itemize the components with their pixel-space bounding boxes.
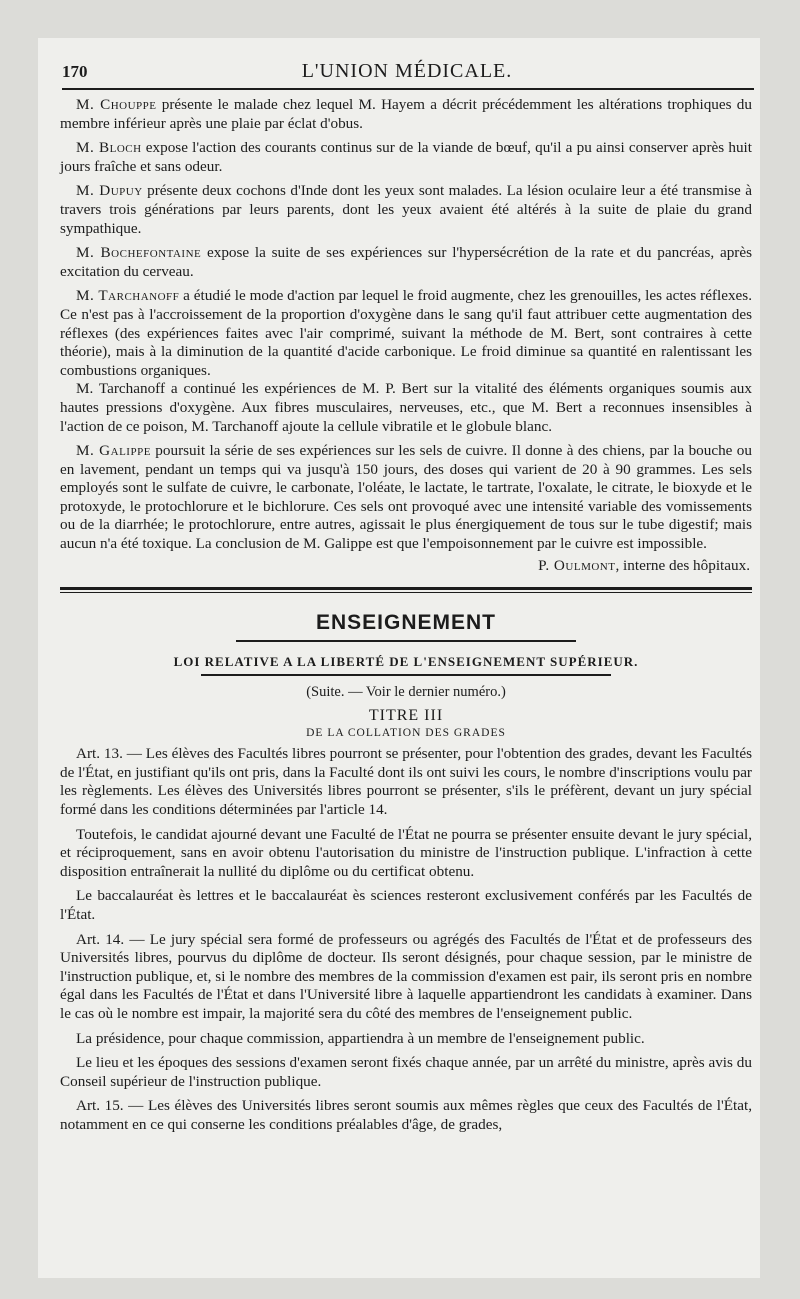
paragraph-text: expose l'action des courants continus sur de la viande de bœuf, qu'il a pu ainsi conserver après huit jours fraîche et sans odeur. [60, 139, 752, 175]
article-13-para-2: Toutefois, le candidat ajourné devant une Faculté de l'État ne pourra se présenter ensuite devant le jury spécial, et réciproquement, sans en avoir obtenu l'autorisation du ministre de l'instruction publique. L'infraction à cette disposition entraînerait la nullité du diplôme ou du certificat obtenu. [60, 825, 752, 880]
speaker-name: M. Bloch [76, 139, 142, 157]
speaker-name: M. Galippe [76, 442, 151, 460]
article-15: Art. 15. — Les élèves des Universités libres seront soumis aux mêmes règles que ceux des Facultés de l'État, notamment en ce qui conserne les conditions préalables d'âge, de grades, [60, 1097, 752, 1133]
running-head: L'UNION MÉDICALE. [301, 60, 513, 82]
speaker-name: M. Dupuy [76, 182, 143, 200]
speaker-name: M. Tarchanoff [76, 287, 180, 305]
paragraph-galippe [60, 442, 752, 554]
paragraph-text: a étudié le mode d'action par lequel le froid augmente, chez les grenouilles, les actes réflexes. Ce n'est pas à l'accroissement de la proportion d'oxygène dans le sang qu'il faut attribuer cette augmentation des réflexes (des expériences faites avec l'air comprimé, suivant la méthode de M. Bert, sont contraires à cette théorie), mais à la diminution de la quantité d'acide carbonique. Le froid diminue sa quantité en ralentissant les combustions organiques. [60, 287, 752, 379]
page-header [62, 58, 752, 88]
article-body [60, 96, 752, 1135]
paragraph-text: expose la suite de ses expériences sur l'hypersécrétion de la rate et du pancréas, après excitation du cerveau. [60, 244, 752, 280]
article-13-para-3: Le baccalauréat ès lettres et le baccalauréat ès sciences resteront exclusivement conférés par les Facultés de l'État. [60, 887, 752, 923]
article-14-para-2: La présidence, pour chaque commission, appartiendra à un membre de l'enseignement public. [76, 1029, 645, 1047]
signature [60, 557, 752, 576]
section-title-rule [236, 640, 576, 642]
page-number: 170 [62, 62, 88, 81]
paragraph-dupuy [60, 182, 752, 238]
section-rule-top [60, 579, 752, 590]
titre-subheading: DE LA COLLATION DES GRADES [306, 727, 506, 740]
continuation-note: (Suite. — Voir le dernier numéro.) [306, 684, 506, 701]
paragraph-text: M. Tarchanoff a continué les expériences de M. P. Bert sur la vitalité des éléments organiques soumis aux hautes pressions d'oxygène. Aux fibres musculaires, nerveuses, etc., que M. Bert a reconnues insensibles à l'action de ce poison, M. Tarchanoff ajoute la cellule vibratile et le globule blanc. [60, 380, 752, 435]
paragraph-tarchanoff [60, 287, 752, 380]
paragraph-chouppe [60, 96, 752, 133]
paragraph-tarchanoff-2 [60, 380, 752, 436]
section-rule-bottom [60, 590, 752, 593]
paragraph-bochefontaine [60, 244, 752, 281]
article-13: Art. 13. — Les élèves des Facultés libres pourront se présenter, pour l'obtention des grades, devant les Facultés de l'État, en justifiant qu'ils ont pris, dans la Faculté dont ils ont suivi les cours, le nombre d'inscriptions voulu par les règlements. Les élèves des Universités libres pourront se présenter, s'ils le préfèrent, devant un jury spécial formé dans les conditions déterminées par l'article 14. [60, 745, 752, 819]
signature-role: , interne des hôpitaux. [615, 556, 750, 574]
signature-name: P. Oulmont [538, 556, 616, 574]
paragraph-text: présente le malade chez lequel M. Hayem a décrit précédemment les altérations trophiques du membre inférieur après une plaie par éclat d'obus. [60, 96, 752, 132]
paragraph-bloch [60, 139, 752, 176]
speaker-name: M. Bochefontaine [76, 244, 202, 262]
article-14-para-3: Le lieu et les époques des sessions d'examen seront fixés chaque année, par un arrêté du ministre, après avis du Conseil supérieur de l'instruction publique. [60, 1054, 752, 1090]
speaker-name: M. Chouppe [76, 96, 157, 113]
paragraph-text: présente deux cochons d'Inde dont les yeux sont malades. La lésion oculaire leur a été transmise à travers trois générations par leurs parents, dont les yeux avaient été altérés à la suite de plaie du grand sympathique. [60, 182, 752, 237]
law-title: LOI RELATIVE A LA LIBERTÉ DE L'ENSEIGNEMENT SUPÉRIEUR. [173, 654, 639, 670]
article-14: Art. 14. — Le jury spécial sera formé de professeurs ou agrégés des Facultés de l'État et de professeurs des Universités libres, pourvus du diplôme de docteur. Ils seront désignés, pour chaque session, par le ministre de l'instruction publique, et, si le nombre des membres de la commission d'examen est pair, ils seront pris en nombre égal dans les Facultés de l'État et dans l'Université libre à laquelle appartiendront les candidats à examiner. Dans le cas où le nombre est impair, la majorité sera du côté des membres de l'enseignement public. [60, 930, 752, 1022]
paragraph-text: poursuit la série de ses expériences sur les sels de cuivre. Il donne à des chiens, par la bouche ou en lavement, pendant un temps qui va jusqu'à 150 jours, des doses qui varient de 20 à 90 grammes. Les sels employés sont le sulfate de cuivre, le carbonate, l'oléate, le lactate, le tartrate, l'oxalate, le citrate, le bioxyde et le protoxyde, le protochlorure et le bichlorure. Ces sels ont provoqué avec une intensité variable des vomissements ou de la diarrhée; le protochlorure, entre autres, agissait le plus énergiquement de tous sur le tube digestif; mais aucun n'a été toxique. La conclusion de M. Galippe est que l'empoisonnement par le cuivre est impossible. [60, 442, 752, 553]
law-title-rule [201, 674, 611, 676]
header-rule [62, 88, 754, 90]
titre-heading: TITRE III [368, 707, 444, 725]
section-title: ENSEIGNEMENT [315, 611, 497, 635]
